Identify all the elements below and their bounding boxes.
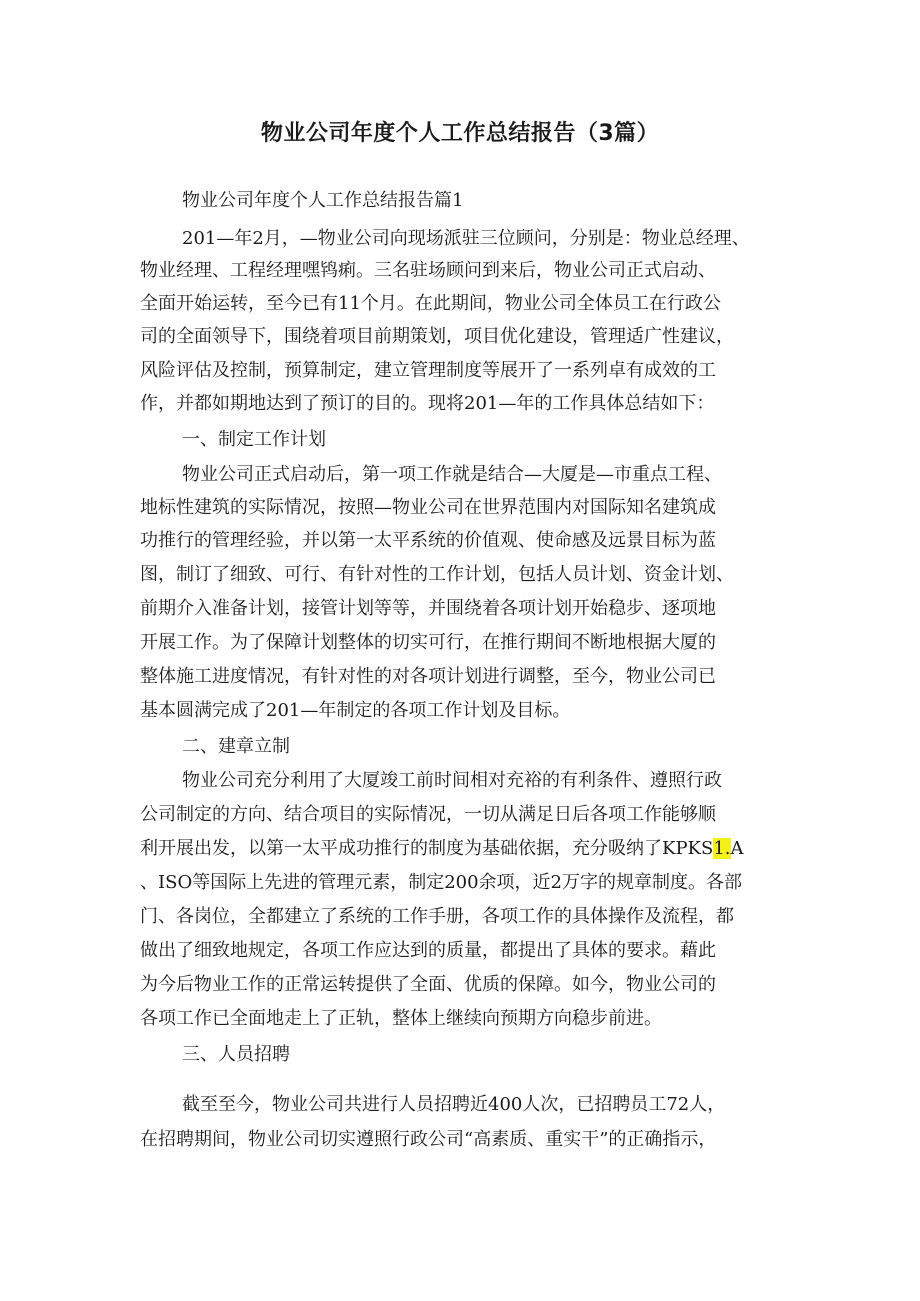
section-subtitle: 物业公司年度个人工作总结报告篇1 <box>182 190 464 211</box>
paragraph-line: 截至至今，物业公司共进行人员招聘近400人次，已招聘员工72人， <box>182 1094 726 1115</box>
paragraph-line: 功推行的管理经验，并以第一太平系统的价值观、使命感及远景目标为蓝 <box>140 530 716 551</box>
paragraph-line: 公司制定的方向、结合项目的实际情况，一切从满足日后各项工作能够顺 <box>140 804 716 825</box>
paragraph-line: 做出了细致地规定，各项工作应达到的质量，都提出了具体的要求。藉此 <box>140 940 716 961</box>
highlighted-text: 1. <box>713 838 731 859</box>
paragraph-line: 物业公司正式启动后，第一项工作就是结合—大厦是—市重点工程、 <box>182 464 722 485</box>
paragraph-line: 作，并都如期地达到了预订的目的。现将201—年的工作具体总结如下： <box>140 393 715 414</box>
section-heading: 一、制定工作计划 <box>182 429 326 450</box>
section-heading: 三、人员招聘 <box>182 1044 290 1065</box>
paragraph-line: 图，制订了细致、可行、有针对性的工作计划，包括人员计划、资金计划、 <box>140 564 734 585</box>
line-text: A <box>730 838 744 859</box>
paragraph-line: 201—年2月，—物业公司向现场派驻三位顾问，分别是：物业总经理、 <box>182 228 750 249</box>
paragraph-line: 开展工作。为了保障计划整体的切实可行，在推行期间不断地根据大厦的 <box>140 632 716 653</box>
paragraph-line: 为今后物业工作的正常运转提供了全面、优质的保障。如今，物业公司的 <box>140 974 716 995</box>
paragraph-line: 基本圆满完成了201—年制定的各项工作计划及目标。 <box>140 700 571 721</box>
paragraph-line: 司的全面领导下，围绕着项目前期策划，项目优化建设，管理适广性建议， <box>140 326 734 347</box>
paragraph-line: 在招聘期间，物业公司切实遵照行政公司“高素质、重实干”的正确指示， <box>140 1129 717 1150</box>
paragraph-line: 物业公司充分利用了大厦竣工前时间相对充裕的有利条件、遵照行政 <box>182 770 722 791</box>
paragraph-line: 各项工作已全面地走上了正轨，整体上继续向预期方向稳步前进。 <box>140 1008 662 1029</box>
paragraph-line: 风险评估及控制，预算制定，建立管理制度等展开了一系列卓有成效的工 <box>140 360 716 381</box>
paragraph-line: 全面开始运转，至今已有11个月。在此期间，物业公司全体员工在行政公 <box>140 293 721 314</box>
section-heading: 二、建章立制 <box>182 736 290 757</box>
page-title: 物业公司年度个人工作总结报告（3篇） <box>260 121 660 146</box>
paragraph-line: 、ISO等国际上先进的管理元素，制定200余项，近2万字的规章制度。各部 <box>140 872 743 893</box>
paragraph-line: 门、各岗位，全都建立了系统的工作手册，各项工作的具体操作及流程，都 <box>140 906 734 927</box>
paragraph-line: 物业经理、工程经理嘿鸨痢。三名驻场顾问到来后，物业公司正式启动、 <box>140 260 716 281</box>
paragraph-line: 前期介入准备计划，接管计划等等，并围绕着各项计划开始稳步、逐项地 <box>140 598 716 619</box>
paragraph-line: 地标性建筑的实际情况，按照—物业公司在世界范围内对国际知名建筑成 <box>140 497 716 518</box>
paragraph-line <box>140 837 790 861</box>
paragraph-line: 整体施工进度情况，有针对性的对各项计划进行调整，至今，物业公司已 <box>140 666 716 687</box>
line-text: 利开展出发，以第一太平成功推行的制度为基础依据，充分吸纳了KPKS <box>140 838 714 859</box>
